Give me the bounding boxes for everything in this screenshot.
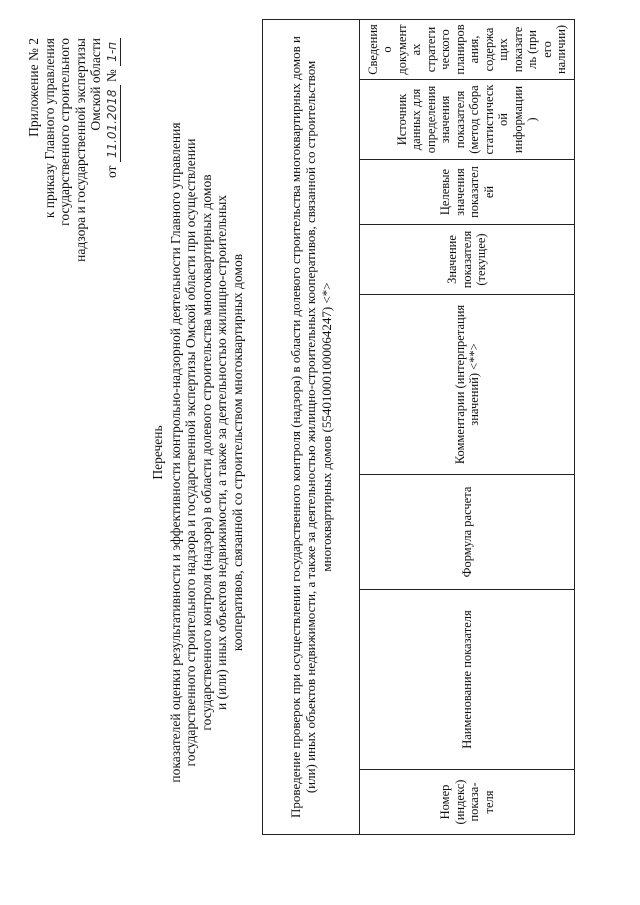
header-formula: Формула расчета <box>360 475 575 590</box>
indicators-table <box>262 19 575 835</box>
title-line: кооперативов, связанной со строительством многоквартирных домов <box>229 253 245 652</box>
header-strategic-docs: Сведения о документах стратегического планирования, содержащих показатель (при его наличии) <box>360 19 575 79</box>
document-heading: Перечень <box>150 425 165 480</box>
appendix-line: государственного строительного <box>57 38 72 226</box>
header-target-values: Целевые значения показателей <box>360 160 575 225</box>
header-index: Номер (индекс) показа-теля <box>360 770 575 835</box>
appendix-line: Приложение № 2 <box>26 38 41 137</box>
number-prefix: № <box>103 69 119 83</box>
title-line: государственного контроля (надзора) в области долевого строительства многоквартирных домов <box>198 174 214 731</box>
header-current-value: Значение показателя (текущее) <box>360 225 575 295</box>
title-line: показателей оценки результативности и эффективности контрольно-надзорной деятельности Главного управления <box>167 122 183 783</box>
table-header-row <box>360 19 575 834</box>
appendix-line: к приказу Главного управления <box>41 38 57 219</box>
handwritten-date: 11.01.2018 <box>105 85 122 162</box>
appendix-line: Омской области <box>88 38 103 131</box>
handwritten-number: 1-п <box>105 38 122 66</box>
title-block <box>150 40 245 865</box>
date-prefix: от <box>103 165 119 179</box>
header-data-source: Источник данных для определения значения показателя (метод сбора статистической информации) <box>360 80 575 160</box>
title-line: и (или) иных объектов недвижимости, а также за деятельностью жилищно-строительных <box>214 194 229 711</box>
appendix-date-line <box>104 38 122 262</box>
appendix-line: надзора и государственной экспертизы <box>72 38 88 262</box>
title-line: государственного строительного надзора и государственной экспертизы Омской области при осуществлении <box>183 138 198 767</box>
appendix-block <box>26 38 121 262</box>
header-name: Наименование показателя <box>360 590 575 770</box>
header-comments: Комментарии (интерпретация значений) <**> <box>360 295 575 475</box>
table-section-row: Проведение проверок при осуществлении государственного контроля (надзора) в области долевого строительства многоквартирных домов и (или) иных объектов недвижимости, а также за деятельностью жилищно-строительных кооперативов, связанной со строительством многоквартирных домов (554010001000064247) <*> <box>263 19 360 834</box>
